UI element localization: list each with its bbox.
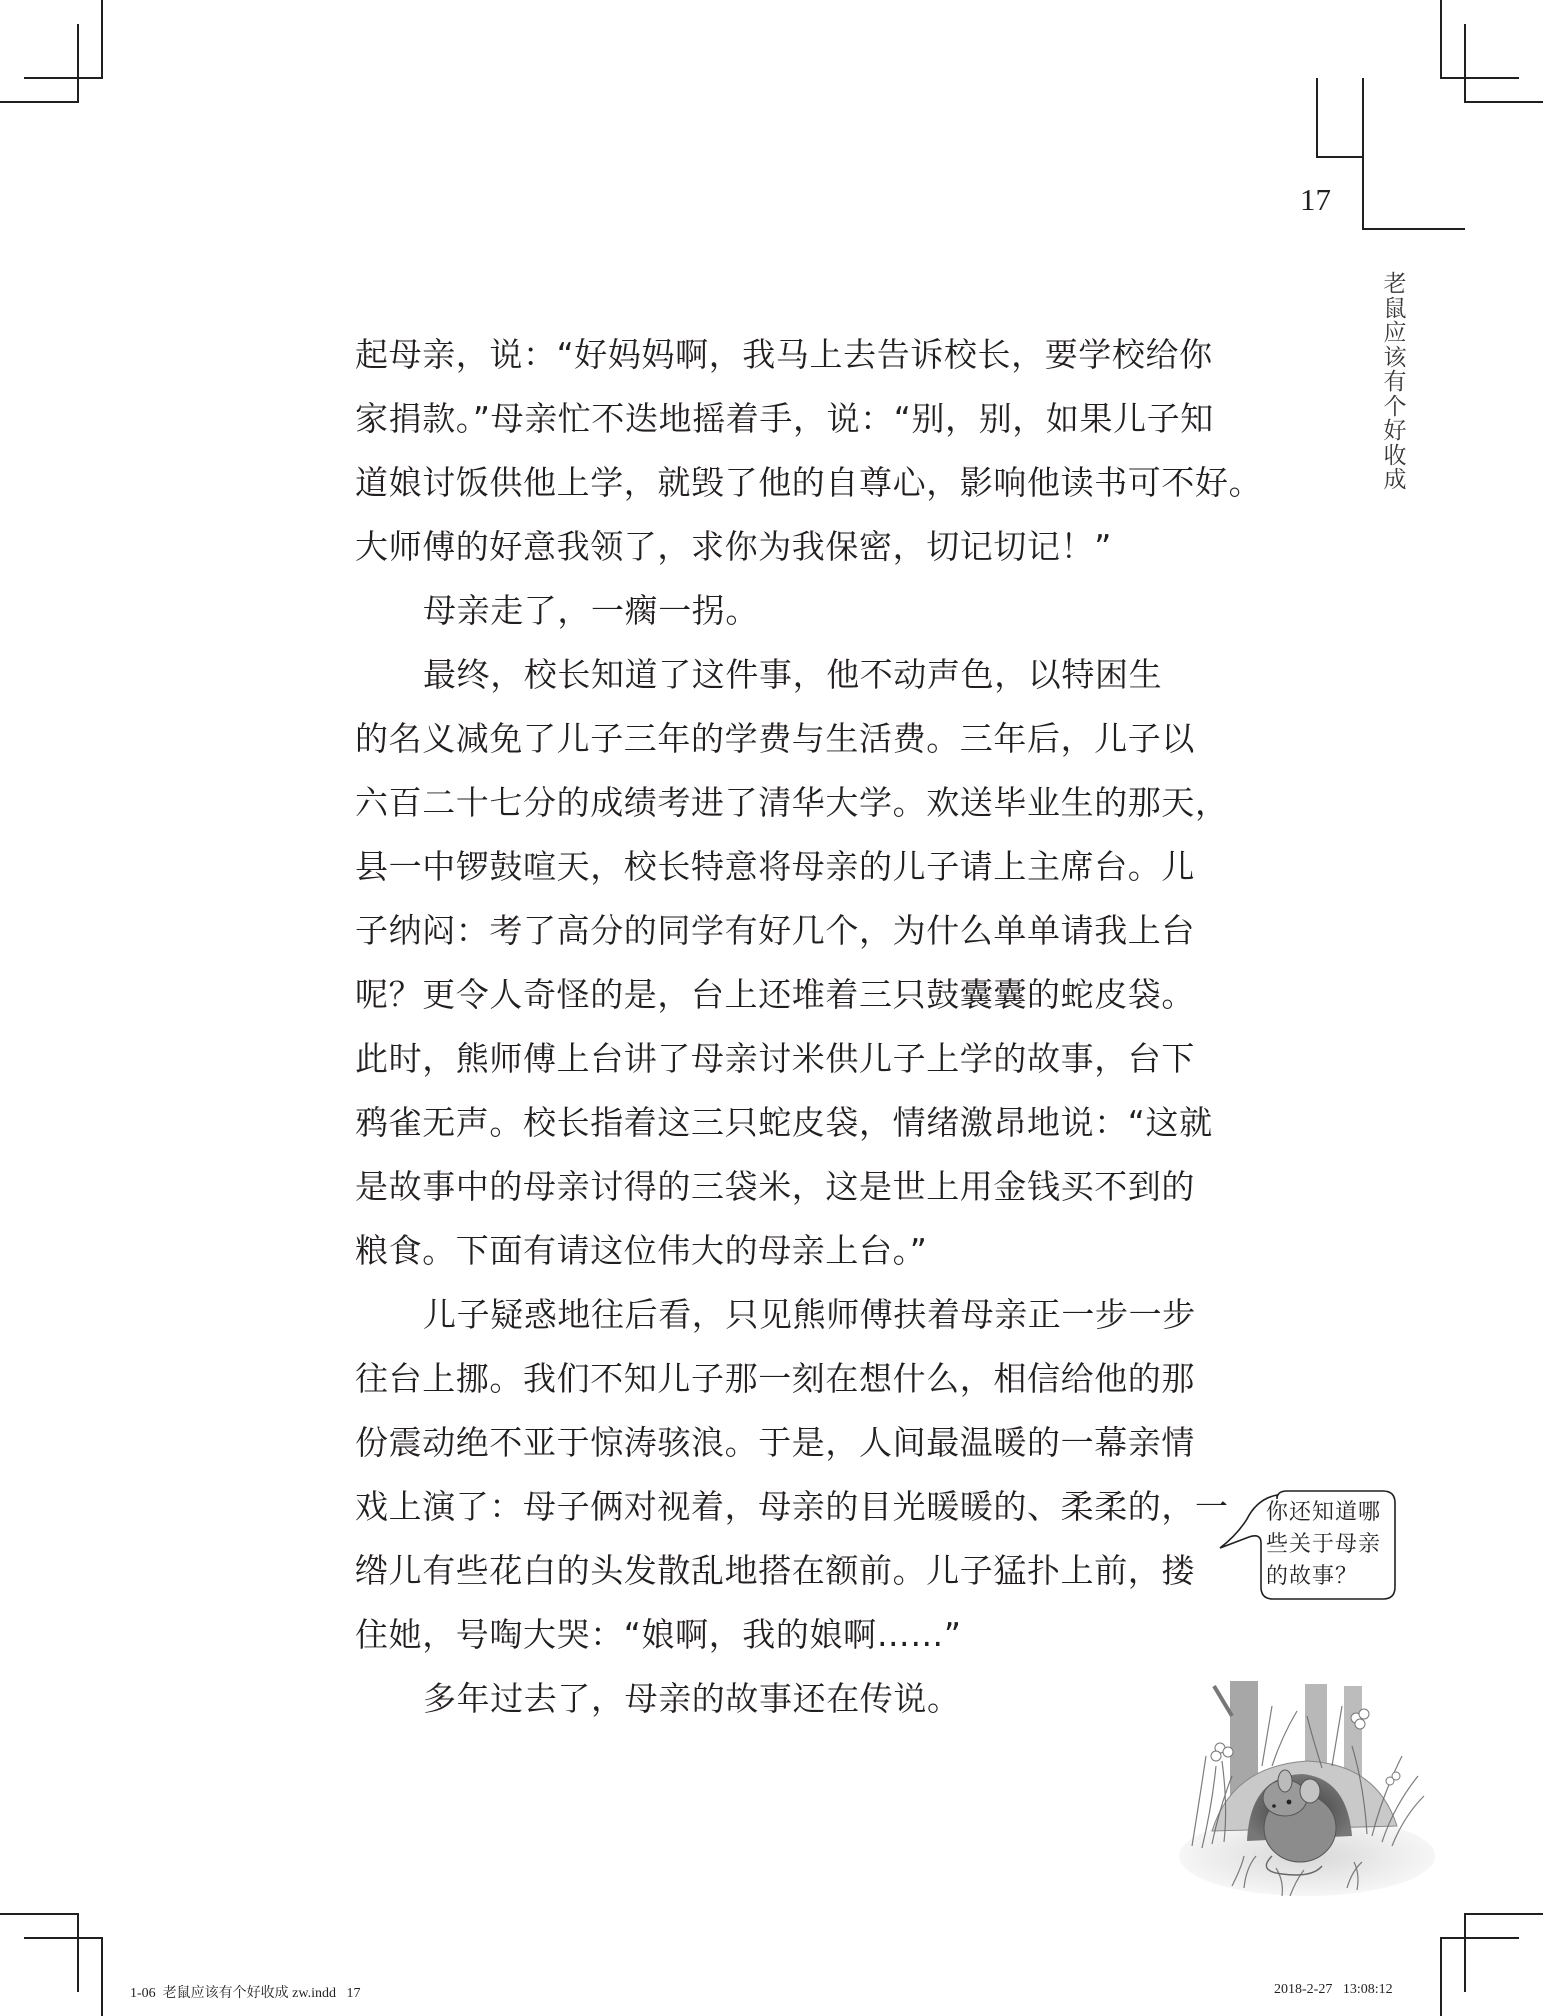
body-line: 是故事中的母亲讨得的三袋米，这是世上用金钱买不到的 [355,1167,1195,1206]
body-line: 份震动绝不亚于惊涛骇浪。于是，人间最温暖的一幕亲情 [355,1423,1195,1462]
header-rule [1316,78,1318,158]
crop-mark [24,1937,103,1939]
note-line: 的故事？ [1266,1564,1359,1589]
crop-mark [77,1913,79,1992]
body-line: 家捐款。”母亲忙不迭地摇着手，说：“别，别，如果儿子知 [355,399,1214,438]
footer-file-info: 1-06 老鼠应该有个好收成 zw.indd 17 [130,1986,361,2001]
body-line: 呢？更令人奇怪的是，台上还堆着三只鼓囊囊的蛇皮袋。 [355,975,1195,1014]
crop-mark [1464,24,1466,103]
note-line: 你还知道哪 [1266,1500,1382,1525]
crop-mark [1464,1913,1543,1915]
crop-mark [0,101,79,103]
body-line: 母亲走了，一瘸一拐。 [423,591,759,630]
body-text [355,323,1263,1731]
page-number: 17 [1300,182,1331,217]
crop-mark [101,1937,103,2016]
body-line: 大师傅的好意我领了，求你为我保密，切记切记！” [355,527,1112,566]
mouse-illustration [1172,1656,1442,1906]
body-line: 多年过去了，母亲的故事还在传说。 [423,1679,961,1718]
body-line: 鸦雀无声。校长指着这三只蛇皮袋，情绪激昂地说：“这就 [355,1103,1213,1142]
note-line: 些关于母亲 [1266,1532,1382,1557]
body-line: 粮食。下面有请这位伟大的母亲上台。” [355,1231,928,1270]
body-line: 县一中锣鼓喧天，校长特意将母亲的儿子请上主席台。儿 [355,847,1195,886]
footer-timestamp: 2018-2-27 13:08:12 [1274,1982,1393,1997]
header-rule [1362,228,1465,230]
body-line: 起母亲，说：“好妈妈啊，我马上去告诉校长，要学校给你 [355,335,1213,374]
body-line: 此时，熊师傅上台讲了母亲讨米供儿子上学的故事，台下 [355,1039,1195,1078]
running-title: 老鼠应该有个好收成 [1383,271,1407,493]
body-line: 儿子疑惑地往后看，只见熊师傅扶着母亲正一步一步 [423,1295,1196,1334]
crop-mark [1440,77,1519,79]
body-line: 六百二十七分的成绩考进了清华大学。欢送毕业生的那天， [355,783,1229,822]
body-line: 子纳闷：考了高分的同学有好几个，为什么单单请我上台 [355,911,1195,950]
crop-mark [1440,1937,1519,1939]
header-rule [1362,78,1364,230]
header-rule [1316,156,1363,158]
body-line: 道娘讨饭供他上学，就毁了他的自尊心，影响他读书可不好。 [355,463,1263,502]
body-line: 绺儿有些花白的头发散乱地搭在额前。儿子猛扑上前，搂 [355,1551,1195,1590]
crop-mark [101,0,103,79]
crop-mark [24,77,103,79]
body-line: 的名义减免了儿子三年的学费与生活费。三年后，儿子以 [355,719,1195,758]
crop-mark [1464,1913,1466,1992]
sidebar-note [1266,1497,1396,1593]
body-line: 戏上演了：母子俩对视着，母亲的目光暖暖的、柔柔的，一 [355,1487,1229,1526]
crop-mark [0,1913,79,1915]
crop-mark [77,24,79,103]
body-line: 住她，号啕大哭：“娘啊，我的娘啊……” [355,1615,962,1654]
body-line: 最终，校长知道了这件事，他不动声色，以特困生 [423,655,1163,694]
crop-mark [1440,1937,1442,2016]
crop-mark [1464,101,1543,103]
body-line: 往台上挪。我们不知儿子那一刻在想什么，相信给他的那 [355,1359,1195,1398]
crop-mark [1440,0,1442,79]
